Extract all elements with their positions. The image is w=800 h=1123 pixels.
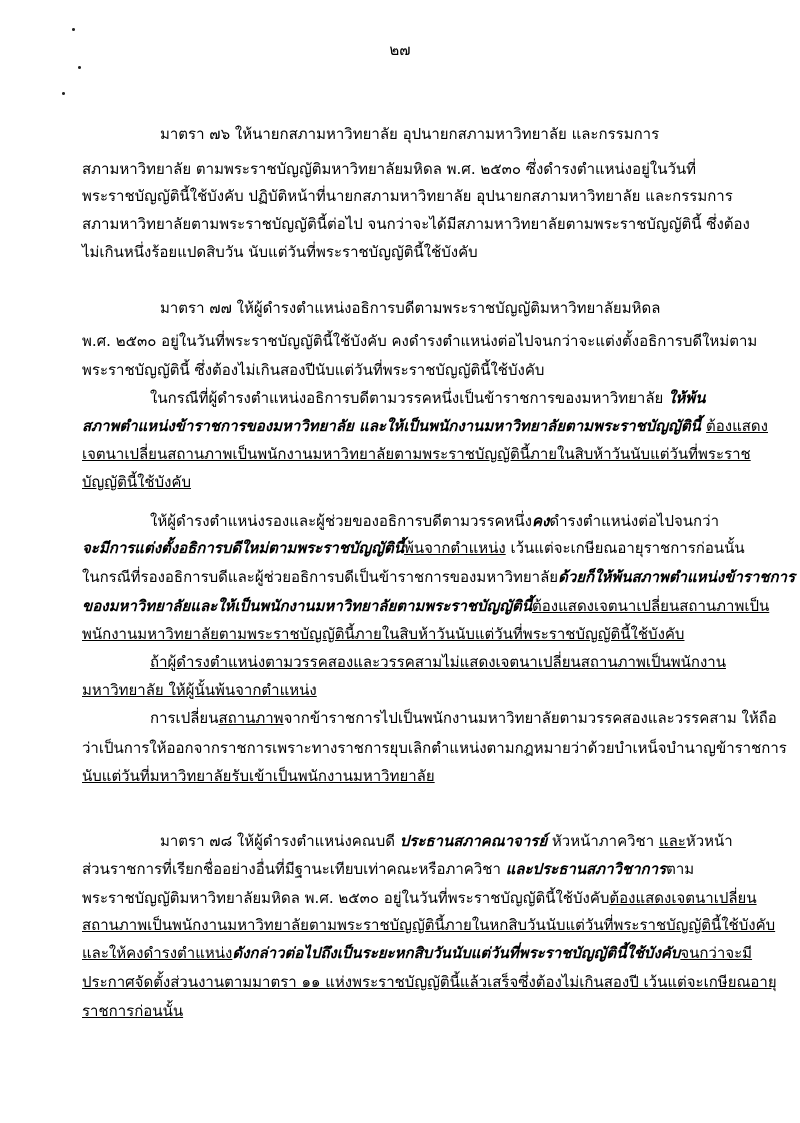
text-segment: สภามหาวิทยาลัย ตามพระราชบัญญัติมหาวิทยาลัยมหิดล พ.ศ. ๒๕๓๐ ซึ่งดำรงตำแหน่งอยู่ในวันที่ [82, 160, 697, 178]
text-segment: พนักงานมหาวิทยาลัยตามพระราชบัญญัตินี้ภายในสิบห้าวันนับแต่วันที่พระราชบัญญัตินี้ใช้บังคับ [82, 625, 685, 643]
text-segment: และให้คงดำรงตำแหน่ง [82, 944, 233, 962]
text-segment: ต้องแสดงเจตนาเปลี่ยนสถานภาพเป็น [532, 597, 770, 615]
scan-speck [72, 28, 75, 31]
text-segment: พระราชบัญญัติมหาวิทยาลัยมหิดล พ.ศ. ๒๕๓๐ อยู่ในวันที่พระราชบัญญัตินี้ใช้บังคับ [82, 889, 610, 907]
text-segment: พ้นจากตำแหน่ง [403, 539, 506, 557]
scan-speck [62, 92, 65, 95]
text-line [82, 624, 722, 644]
text-segment: เว้นแต่จะเกษียณอายุราชการก่อนนั้น [505, 539, 745, 557]
text-line [150, 511, 722, 531]
text-segment: มาตรา ๗๘ ให้ผู้ดำรงตำแหน่งคณบดี [160, 832, 400, 850]
text-segment: สถานภาพ [218, 709, 284, 727]
text-segment: คง [532, 512, 550, 530]
text-line [82, 1001, 722, 1021]
text-segment: ราชการก่อนนั้น [82, 1002, 184, 1020]
text-segment: ดำรงตำแหน่งต่อไปจนกว่า [549, 512, 719, 530]
text-segment: จะมีการแต่งตั้งอธิการบดีใหม่ตามพระราชบัญญัตินี้ [82, 539, 404, 557]
text-segment: สภามหาวิทยาลัยตามพระราชบัญญัตินี้ต่อไป จนกว่าจะได้มีสภามหาวิทยาลัยตามพระราชบัญญัตินี้ ซึ่งต้อง [82, 215, 750, 233]
text-segment: พระราชบัญญัตินี้ ซึ่งต้องไม่เกินสองปีนับแต่วันที่พระราชบัญญัตินี้ใช้บังคับ [82, 361, 545, 379]
text-segment: การเปลี่ยน [150, 709, 219, 727]
text-line [82, 972, 777, 992]
text-segment: มาตรา ๗๗ ให้ผู้ดำรงตำแหน่งอธิการบดีตามพระราชบัญญัติมหาวิทยาลัยมหิดล [160, 299, 661, 317]
text-segment: สภาพตำแหน่งข้าราชการของมหาวิทยาลัย และให้เป็นพนักงานมหาวิทยาลัยตามพระราชบัญญัตินี้ [82, 417, 707, 435]
text-segment: จากข้าราชการไปเป็นพนักงานมหาวิทยาลัยตามวรรคสองและวรรคสาม ให้ถือ [283, 709, 777, 727]
text-line [160, 124, 722, 144]
text-line [150, 388, 722, 408]
text-line [82, 738, 787, 758]
text-segment: ประกาศจัดตั้งส่วนงานตามมาตรา ๑๑ แห่งพระราชบัญญัตินี้แล้วเสร็จซึ่งต้องไม่เกินสองปี เว้นแต่จะเกษียณอายุ [82, 973, 777, 991]
text-segment: ให้ผู้ดำรงตำแหน่งรองและผู้ช่วยของอธิการบดีตามวรรคหนึ่ง [150, 512, 532, 530]
text-segment: ต้องแสดง [706, 417, 768, 435]
text-segment: พระราชบัญญัตินี้ใช้บังคับ ปฏิบัติหน้าที่นายกสภามหาวิทยาลัย อุปนายกสภามหาวิทยาลัย และกรรมการ [82, 187, 733, 205]
text-segment: และประธานสภาวิชาการ [505, 860, 667, 878]
page-number: ๒๗ [389, 41, 411, 59]
text-line [82, 444, 751, 464]
text-segment: สถานภาพเป็นพนักงานมหาวิทยาลัยตามพระราชบัญญัตินี้ภายในหกสิบวันนับแต่วันที่พระราชบัญญัตินี้ใช้บังคับ [82, 916, 776, 934]
text-segment: เจตนาเปลี่ยนสถานภาพเป็นพนักงานมหาวิทยาลัยตามพระราชบัญญัตินี้ภายในสิบห้าวันนับแต่วันที่พระราช [82, 445, 751, 463]
text-segment: ในกรณีที่รองอธิการบดีและผู้ช่วยอธิการบดีเป็นข้าราชการของมหาวิทยาลัย [82, 568, 559, 586]
text-line [82, 242, 722, 262]
text-line [82, 888, 757, 908]
text-segment: หัวหน้าภาควิชา [547, 832, 659, 850]
text-line [82, 186, 733, 206]
text-line [82, 943, 753, 963]
text-segment: ของมหาวิทยาลัยและให้เป็นพนักงานมหาวิทยาลัยตามพระราชบัญญัตินี้ [82, 597, 533, 615]
text-line [82, 567, 796, 587]
text-line [82, 596, 770, 616]
text-segment: มหาวิทยาลัย ให้ผู้นั้นพ้นจากตำแหน่ง [82, 681, 317, 699]
text-segment: พ.ศ. ๒๕๓๐ อยู่ในวันที่พระราชบัญญัตินี้ใช้บังคับ คงดำรงตำแหน่งต่อไปจนกว่าจะแต่งตั้งอธิการบดีใหม่ตาม [82, 332, 758, 350]
text-line [82, 766, 722, 786]
text-segment: ให้พ้น [668, 389, 706, 407]
text-segment: ต้องแสดงเจตนาเปลี่ยน [609, 889, 757, 907]
text-line [160, 831, 733, 851]
text-line [82, 159, 722, 179]
text-line [82, 416, 768, 436]
text-segment: ส่วนราชการที่เรียกชื่ออย่างอื่นที่มีฐานะเทียบเท่าคณะหรือภาควิชา [82, 860, 506, 878]
text-segment: ตาม [666, 860, 695, 878]
text-line [82, 538, 745, 558]
text-segment: จนกว่าจะมี [680, 944, 753, 962]
text-segment: ประธานสภาคณาจารย์ [399, 832, 548, 850]
text-segment: หัวหน้า [685, 832, 733, 850]
text-line [82, 680, 722, 700]
text-segment: ดังกล่าวต่อไปถึงเป็นระยะหกสิบวันนับแต่วันที่พระราชบัญญัตินี้ใช้บังคับ [232, 944, 681, 962]
text-segment: ในกรณีที่ผู้ดำรงตำแหน่งอธิการบดีตามวรรคหนึ่งเป็นข้าราชการของมหาวิทยาลัย [150, 389, 669, 407]
text-line [82, 915, 776, 935]
text-segment: นับแต่วันที่มหาวิทยาลัยรับเข้าเป็นพนักงานมหาวิทยาลัย [82, 767, 435, 785]
text-line [160, 298, 722, 318]
text-segment: ด้วยก็ให้พ้นสภาพตำแหน่งข้าราชการ [558, 568, 796, 586]
text-line [82, 859, 722, 879]
scan-speck [78, 66, 81, 69]
text-line [150, 708, 777, 728]
text-line [82, 360, 722, 380]
text-segment: มาตรา ๗๖ ให้นายกสภามหาวิทยาลัย อุปนายกสภามหาวิทยาลัย และกรรมการ [160, 125, 660, 143]
text-line [150, 652, 726, 672]
text-line [82, 331, 758, 351]
text-segment: และ [658, 832, 686, 850]
text-line [82, 214, 750, 234]
text-segment: ถ้าผู้ดำรงตำแหน่งตามวรรคสองและวรรคสามไม่แสดงเจตนาเปลี่ยนสถานภาพเป็นพนักงาน [150, 653, 726, 671]
text-segment: ไม่เกินหนึ่งร้อยแปดสิบวัน นับแต่วันที่พระราชบัญญัตินี้ใช้บังคับ [82, 243, 478, 261]
text-line [82, 472, 722, 492]
text-segment: ว่าเป็นการให้ออกจากราชการเพราะทางราชการยุบเลิกตำแหน่งตามกฎหมายว่าด้วยบำเหน็จบำนาญข้าราชการ [82, 739, 787, 757]
text-segment: บัญญัตินี้ใช้บังคับ [82, 473, 191, 491]
